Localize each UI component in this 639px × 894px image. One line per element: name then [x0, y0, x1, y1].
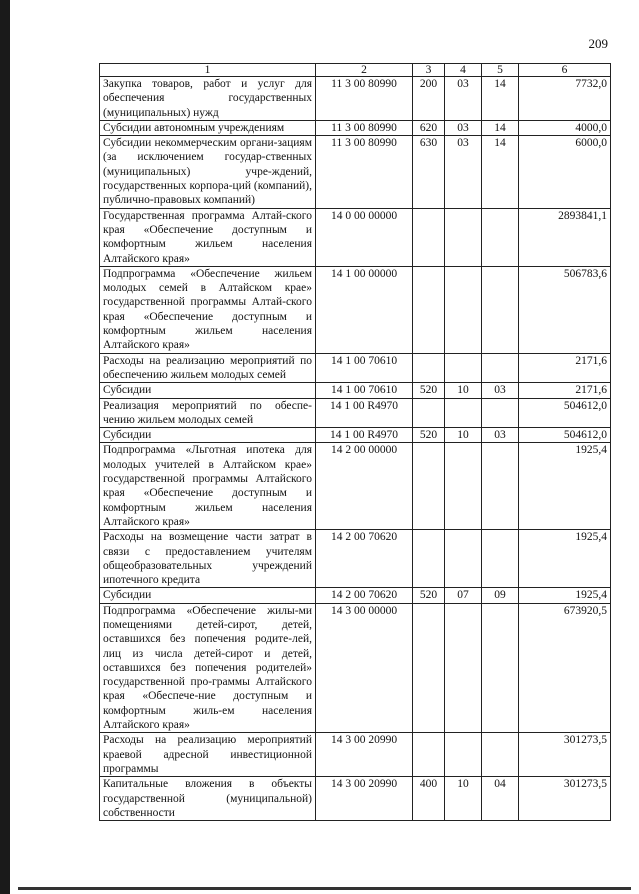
row-pr-cell [482, 443, 519, 530]
row-code-cell: 14 1 00 70610 [316, 353, 413, 383]
row-pr-cell: 14 [482, 120, 519, 135]
header-cell: 2 [316, 64, 413, 77]
row-vr-cell [413, 733, 445, 777]
row-pr-cell: 03 [482, 383, 519, 398]
row-vr-cell: 520 [413, 588, 445, 603]
row-rz-cell: 10 [445, 777, 482, 821]
row-rz-cell [445, 266, 482, 353]
row-code-cell: 14 3 00 20990 [316, 777, 413, 821]
row-code-cell: 14 1 00 70610 [316, 383, 413, 398]
table-row [100, 588, 611, 603]
table-row [100, 443, 611, 530]
row-sum-cell: 2893841,1 [519, 208, 611, 266]
row-code-cell: 11 3 00 80990 [316, 136, 413, 208]
row-name-cell: Субсидии [100, 588, 316, 603]
row-sum-cell: 301273,5 [519, 777, 611, 821]
row-sum-cell: 1925,4 [519, 530, 611, 588]
row-code-cell: 14 1 00 R4970 [316, 398, 413, 428]
row-code-cell: 14 3 00 20990 [316, 733, 413, 777]
row-sum-cell: 301273,5 [519, 733, 611, 777]
scan-bottom-border [18, 887, 631, 890]
row-pr-cell [482, 530, 519, 588]
row-pr-cell [482, 353, 519, 383]
row-sum-cell: 504612,0 [519, 428, 611, 443]
row-vr-cell: 630 [413, 136, 445, 208]
row-rz-cell [445, 398, 482, 428]
row-name-cell: Государственная программа Алтай-ского края «Обеспечение доступным и комфортным жильем населения Алтайского края» [100, 208, 316, 266]
row-rz-cell [445, 530, 482, 588]
row-vr-cell [413, 443, 445, 530]
row-sum-cell: 4000,0 [519, 120, 611, 135]
table-row [100, 136, 611, 208]
table-header-row [100, 64, 611, 77]
row-rz-cell [445, 208, 482, 266]
row-sum-cell: 7732,0 [519, 77, 611, 121]
row-code-cell: 14 2 00 70620 [316, 588, 413, 603]
row-sum-cell: 504612,0 [519, 398, 611, 428]
row-rz-cell: 03 [445, 120, 482, 135]
header-cell: 5 [482, 64, 519, 77]
row-rz-cell [445, 603, 482, 733]
row-name-cell: Субсидии автономным учреждениям [100, 120, 316, 135]
row-name-cell: Расходы на реализацию мероприятий краевой адресной инвестиционной программы [100, 733, 316, 777]
page-number: 209 [588, 36, 608, 51]
row-code-cell: 14 0 00 00000 [316, 208, 413, 266]
row-name-cell: Подпрограмма «Обеспечение жилы-ми помещениями детей-сирот, детей, оставшихся без попечения родите-лей, лиц из числа детей-сирот и детей, оставшихся без попечения родителей» государственной про-граммы Алтайского края «Обеспече-ние доступным и комфортным жиль-ем населения Алтайского края» [100, 603, 316, 733]
row-vr-cell: 400 [413, 777, 445, 821]
row-pr-cell: 09 [482, 588, 519, 603]
row-code-cell: 14 2 00 00000 [316, 443, 413, 530]
table-row [100, 266, 611, 353]
row-pr-cell [482, 208, 519, 266]
row-name-cell: Субсидии некоммерческим органи-зациям (за исключением государ-ственных (муниципальных) учре-ждений, государственных корпора-ций (компаний), публично-правовых компаний) [100, 136, 316, 208]
row-pr-cell: 14 [482, 136, 519, 208]
table-row [100, 208, 611, 266]
row-sum-cell: 1925,4 [519, 588, 611, 603]
row-code-cell: 14 3 00 00000 [316, 603, 413, 733]
row-name-cell: Субсидии [100, 383, 316, 398]
header-cell: 6 [519, 64, 611, 77]
row-rz-cell: 03 [445, 77, 482, 121]
table-row [100, 398, 611, 428]
table-row [100, 603, 611, 733]
header-cell: 4 [445, 64, 482, 77]
row-code-cell: 14 2 00 70620 [316, 530, 413, 588]
row-vr-cell [413, 208, 445, 266]
row-sum-cell: 2171,6 [519, 353, 611, 383]
row-vr-cell [413, 266, 445, 353]
row-vr-cell [413, 530, 445, 588]
row-pr-cell: 14 [482, 77, 519, 121]
row-sum-cell: 506783,6 [519, 266, 611, 353]
row-code-cell: 11 3 00 80990 [316, 77, 413, 121]
row-rz-cell: 10 [445, 428, 482, 443]
table-row [100, 383, 611, 398]
row-sum-cell: 1925,4 [519, 443, 611, 530]
row-pr-cell [482, 733, 519, 777]
row-rz-cell [445, 443, 482, 530]
table-row [100, 353, 611, 383]
row-code-cell: 14 1 00 R4970 [316, 428, 413, 443]
row-name-cell: Капитальные вложения в объекты государственной (муниципальной) собственности [100, 777, 316, 821]
row-name-cell: Закупка товаров, работ и услуг для обеспечения государственных (муниципальных) нужд [100, 77, 316, 121]
row-vr-cell: 620 [413, 120, 445, 135]
header-cell: 1 [100, 64, 316, 77]
row-vr-cell [413, 353, 445, 383]
row-sum-cell: 2171,6 [519, 383, 611, 398]
row-vr-cell [413, 398, 445, 428]
row-pr-cell [482, 266, 519, 353]
row-rz-cell [445, 733, 482, 777]
table-row [100, 120, 611, 135]
row-rz-cell: 03 [445, 136, 482, 208]
table-row [100, 428, 611, 443]
row-sum-cell: 6000,0 [519, 136, 611, 208]
budget-table [99, 63, 611, 821]
row-code-cell: 11 3 00 80990 [316, 120, 413, 135]
row-pr-cell [482, 603, 519, 733]
row-vr-cell: 200 [413, 77, 445, 121]
table-row [100, 733, 611, 777]
row-vr-cell: 520 [413, 383, 445, 398]
row-pr-cell: 03 [482, 428, 519, 443]
table-row [100, 77, 611, 121]
row-vr-cell [413, 603, 445, 733]
table-row [100, 777, 611, 821]
row-pr-cell [482, 398, 519, 428]
row-vr-cell: 520 [413, 428, 445, 443]
row-name-cell: Расходы на возмещение части затрат в связи с предоставлением учителям общеобразовательных учреждений ипотечного кредита [100, 530, 316, 588]
row-rz-cell: 10 [445, 383, 482, 398]
header-cell: 3 [413, 64, 445, 77]
row-code-cell: 14 1 00 00000 [316, 266, 413, 353]
row-rz-cell: 07 [445, 588, 482, 603]
row-name-cell: Подпрограмма «Льготная ипотека для молодых учителей в Алтайском крае» государственной программы Алтайского края «Обеспечение доступным и комфортным жильем населения Алтайского края» [100, 443, 316, 530]
row-name-cell: Реализация мероприятий по обеспе-чению жильем молодых семей [100, 398, 316, 428]
table-row [100, 530, 611, 588]
row-name-cell: Субсидии [100, 428, 316, 443]
scan-left-border [0, 0, 10, 894]
row-name-cell: Подпрограмма «Обеспечение жильем молодых семей в Алтайском крае» государственной программы Алтай-ского края «Обеспечение доступным и комфортным жильем населения Алтайского края» [100, 266, 316, 353]
row-pr-cell: 04 [482, 777, 519, 821]
row-sum-cell: 673920,5 [519, 603, 611, 733]
row-rz-cell [445, 353, 482, 383]
row-name-cell: Расходы на реализацию мероприятий по обеспечению жильем молодых семей [100, 353, 316, 383]
